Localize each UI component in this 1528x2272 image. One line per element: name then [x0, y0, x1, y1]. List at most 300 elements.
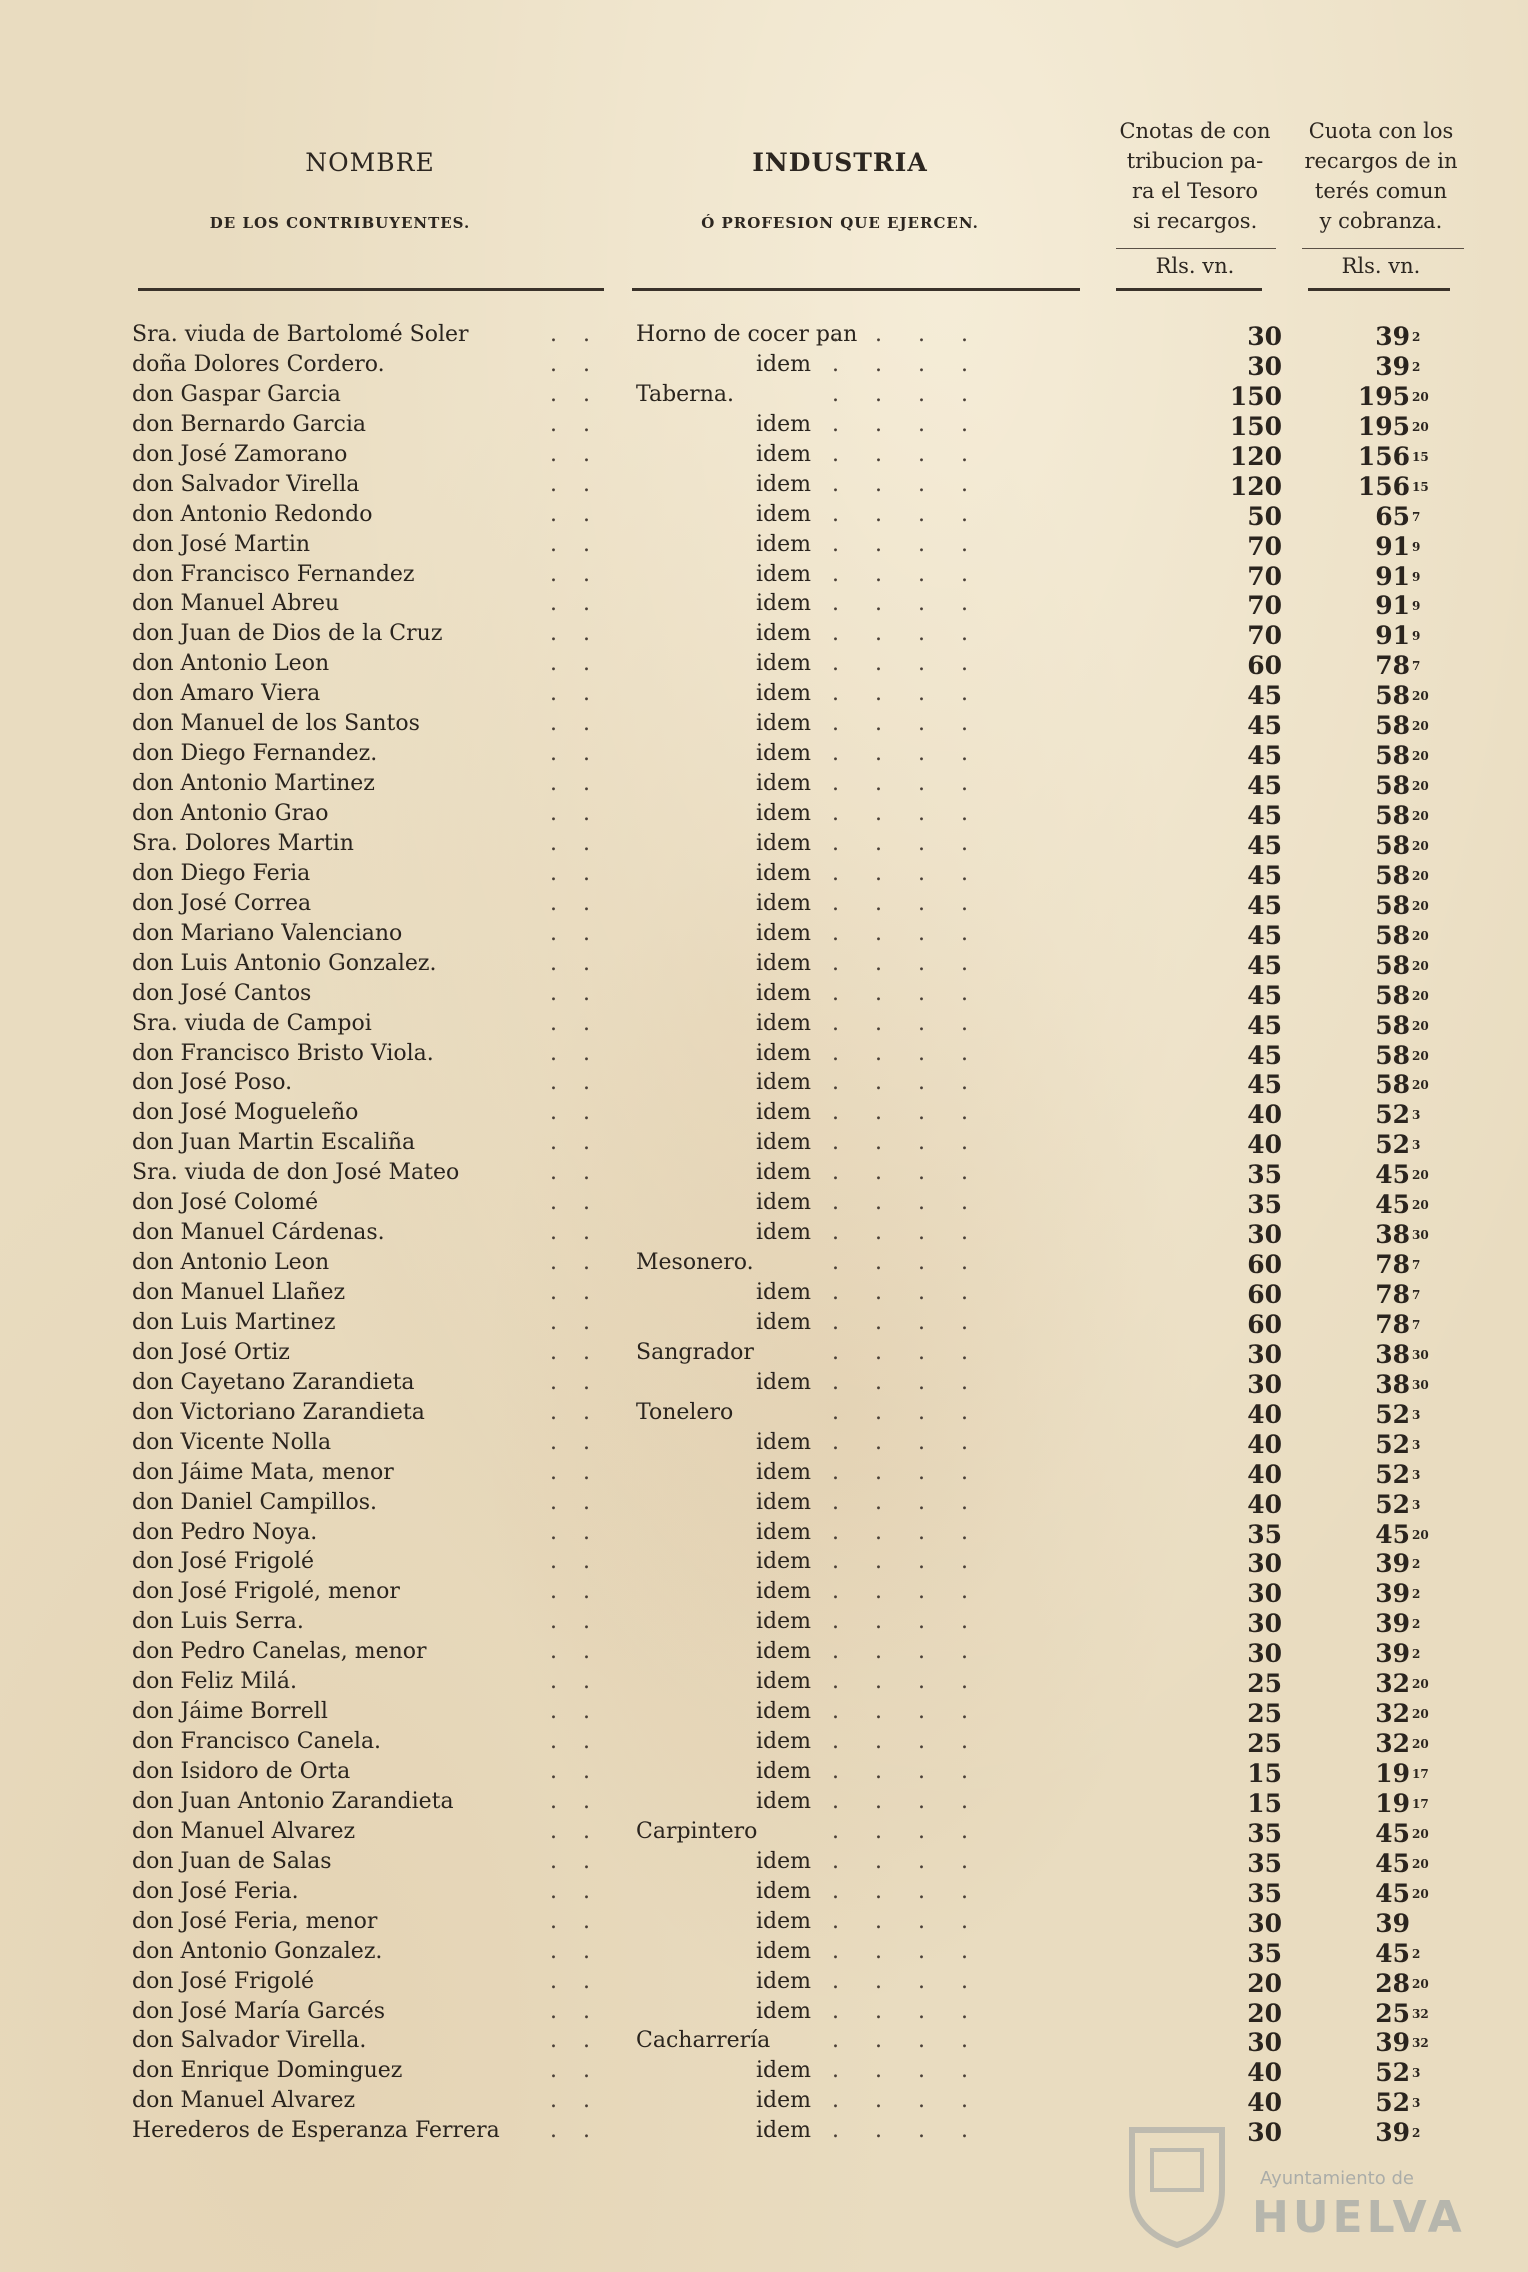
occupation: Carpintero	[636, 1818, 758, 1844]
leader-dots: ....	[832, 531, 1004, 557]
occupation: idem	[756, 1070, 811, 1096]
contributor-name: don Jáime Mata, menor	[132, 1459, 394, 1485]
quota-surcharge-value	[1375, 1100, 1428, 1129]
quota-surcharge-value	[1375, 921, 1428, 950]
quota-surcharge-reales: 19	[1375, 1788, 1410, 1818]
quota-surcharge-value	[1375, 681, 1428, 710]
quota-surcharge-cents: 7	[1412, 1317, 1421, 1332]
quota-surcharge-reales: 52	[1375, 1399, 1410, 1429]
quota-surcharge-value	[1375, 1879, 1428, 1908]
quota-surcharge-value	[1358, 412, 1428, 441]
contributor-name: don José Martin	[132, 531, 311, 557]
header-quota-surcharge: Cuota con los recargos de in terés comun y cobranza.	[1304, 119, 1458, 233]
leader-dots: ....	[832, 830, 1004, 856]
leader-dots: ..	[550, 1429, 616, 1455]
quota-surcharge-cents: 7	[1412, 509, 1421, 524]
leader-dots: ....	[832, 711, 1004, 737]
quota-surcharge-reales: 45	[1375, 1818, 1410, 1848]
table-row	[0, 1460, 1528, 1490]
quota-surcharge-cents: 9	[1412, 569, 1421, 584]
quota-treasury-value: 30	[1247, 1339, 1282, 1369]
table-row	[0, 1909, 1528, 1939]
quota-surcharge-value	[1375, 502, 1428, 531]
quota-surcharge-reales: 52	[1375, 2088, 1410, 2118]
quota-surcharge-value	[1375, 1699, 1428, 1728]
table-row	[0, 352, 1528, 382]
contributor-name: don Antonio Grao	[132, 801, 329, 826]
quota-surcharge-value	[1375, 591, 1428, 620]
quota-surcharge-reales: 45	[1375, 1878, 1410, 1908]
leader-dots: ..	[550, 411, 616, 437]
leader-dots: ....	[832, 681, 1004, 707]
leader-dots: ....	[832, 381, 1004, 407]
quota-treasury-value: 70	[1247, 621, 1282, 651]
leader-dots: ..	[550, 980, 616, 1006]
leader-dots: ....	[832, 2058, 1004, 2084]
contributor-name: don Manuel Alvarez	[132, 2088, 356, 2114]
quota-surcharge-cents: 3	[1412, 2066, 1421, 2081]
quota-surcharge-value	[1375, 1969, 1428, 1998]
leader-dots: ..	[550, 1699, 616, 1725]
quota-surcharge-reales: 91	[1375, 531, 1410, 561]
table-row	[0, 1400, 1528, 1430]
table-row	[0, 1819, 1528, 1849]
quota-treasury-value: 120	[1229, 441, 1282, 471]
contributor-name: don Mariano Valenciano	[132, 920, 403, 946]
quota-treasury-value: 25	[1247, 1669, 1282, 1699]
quota-treasury-value: 45	[1247, 890, 1282, 920]
occupation: idem	[756, 501, 811, 527]
leader-dots: ....	[832, 441, 1004, 467]
table-row	[0, 1699, 1528, 1729]
leader-dots: ..	[550, 1998, 616, 2024]
quota-treasury-value: 45	[1247, 711, 1282, 741]
quota-surcharge-reales: 195	[1357, 411, 1410, 441]
header-rule-name	[138, 288, 604, 291]
occupation: idem	[756, 441, 811, 467]
occupation: idem	[756, 1549, 811, 1575]
quota-surcharge-value	[1375, 1400, 1428, 1429]
leader-dots: ..	[550, 1309, 616, 1335]
occupation: idem	[756, 950, 811, 976]
leader-dots: ....	[832, 1160, 1004, 1186]
leader-dots: ..	[550, 830, 616, 856]
contributor-name: don Daniel Campillos.	[132, 1489, 378, 1515]
quota-surcharge-reales: 58	[1375, 681, 1410, 711]
occupation: idem	[756, 561, 811, 587]
quota-surcharge-value	[1375, 711, 1428, 740]
table-row	[0, 1130, 1528, 1160]
quota-surcharge-cents: 3	[1412, 1407, 1421, 1422]
contributor-name: don Manuel Alvarez	[132, 1818, 356, 1844]
contributor-name: Herederos de Esperanza Ferrera	[132, 2118, 500, 2144]
contributor-name: Sra. Dolores Martin	[132, 830, 354, 856]
contributor-name: don Diego Feria	[132, 860, 311, 886]
quota-treasury-value: 30	[1247, 2028, 1282, 2058]
occupation: idem	[756, 830, 811, 856]
contributor-name: don José María Garcés	[132, 1998, 385, 2024]
table-row	[0, 2028, 1528, 2058]
header-unit-2: Rls. vn.	[1341, 254, 1421, 278]
occupation: idem	[756, 471, 811, 497]
leader-dots: ..	[550, 1788, 616, 1814]
quota-surcharge-value	[1375, 741, 1428, 770]
quota-surcharge-value	[1375, 1520, 1428, 1549]
quota-surcharge-value	[1375, 562, 1428, 591]
leader-dots: ..	[550, 801, 616, 826]
occupation: Horno de cocer pan	[636, 322, 858, 347]
leader-dots: ....	[832, 1399, 1004, 1425]
leader-dots: ....	[832, 1998, 1004, 2024]
contributor-name: don Feliz Milá.	[132, 1669, 297, 1695]
leader-dots: ..	[550, 1848, 616, 1874]
contributor-name: don Antonio Leon	[132, 651, 330, 677]
occupation: idem	[756, 681, 811, 707]
table-row	[0, 591, 1528, 621]
contributor-name: don José Ortiz	[132, 1339, 290, 1365]
leader-dots: ..	[550, 1639, 616, 1665]
quota-treasury-value: 50	[1247, 501, 1282, 531]
quota-surcharge-cents: 3	[1412, 1497, 1421, 1512]
quota-surcharge-cents: 20	[1412, 779, 1429, 794]
quota-surcharge-cents: 2	[1412, 1647, 1421, 1662]
header-unit-1: Rls. vn.	[1155, 254, 1235, 278]
quota-surcharge-cents: 20	[1412, 1826, 1429, 1841]
quota-surcharge-value	[1358, 382, 1428, 411]
occupation: idem	[756, 1459, 811, 1485]
contributor-name: don Luis Serra.	[132, 1609, 304, 1635]
occupation: idem	[756, 860, 811, 886]
leader-dots: ....	[832, 1100, 1004, 1126]
contributor-name: don José Cantos	[132, 980, 312, 1006]
quota-treasury-value: 45	[1247, 980, 1282, 1010]
leader-dots: ..	[550, 1339, 616, 1365]
table-row	[0, 1969, 1528, 1999]
quota-surcharge-reales: 39	[1375, 1579, 1410, 1609]
contributor-name: don José Colomé	[132, 1190, 319, 1216]
quota-surcharge-reales: 39	[1375, 351, 1410, 381]
leader-dots: ....	[832, 621, 1004, 647]
contributor-name: Sra. viuda de Bartolomé Soler	[132, 322, 469, 347]
contributor-name: don Cayetano Zarandieta	[132, 1369, 415, 1395]
quota-treasury-value: 45	[1247, 741, 1282, 771]
leader-dots: ..	[550, 1938, 616, 1964]
leader-dots: ..	[550, 501, 616, 527]
header-name: NOMBRE	[305, 148, 435, 177]
leader-dots: ..	[550, 1549, 616, 1575]
quota-surcharge-value	[1375, 1669, 1428, 1698]
quota-surcharge-cents: 15	[1412, 479, 1429, 494]
quota-treasury-value: 45	[1247, 950, 1282, 980]
contributor-name: don José Frigolé, menor	[132, 1579, 400, 1605]
quota-treasury-value: 150	[1229, 411, 1282, 441]
quota-surcharge-value	[1375, 1041, 1428, 1070]
quota-surcharge-value	[1358, 472, 1428, 501]
leader-dots: ..	[550, 681, 616, 707]
quota-treasury-value: 40	[1247, 1100, 1282, 1130]
quota-surcharge-reales: 65	[1375, 501, 1410, 531]
header-rule-industry	[632, 288, 1080, 291]
quota-surcharge-cents: 20	[1412, 838, 1429, 853]
quota-surcharge-cents: 32	[1412, 2006, 1429, 2021]
leader-dots: ..	[550, 531, 616, 557]
occupation: idem	[756, 1699, 811, 1725]
quota-surcharge-cents: 20	[1412, 928, 1429, 943]
quota-surcharge-value	[1375, 1849, 1428, 1878]
quota-surcharge-value	[1375, 1939, 1428, 1968]
occupation: idem	[756, 1788, 811, 1814]
quota-surcharge-cents: 3	[1412, 1108, 1421, 1123]
quota-surcharge-value	[1375, 651, 1428, 680]
quota-surcharge-reales: 58	[1375, 1010, 1410, 1040]
quota-surcharge-reales: 52	[1375, 1130, 1410, 1160]
occupation: idem	[756, 1040, 811, 1066]
occupation: idem	[756, 1908, 811, 1934]
occupation: idem	[756, 531, 811, 557]
quota-surcharge-value	[1375, 951, 1428, 980]
quota-surcharge-reales: 58	[1375, 801, 1410, 830]
quota-surcharge-cents: 20	[1412, 868, 1429, 883]
leader-dots: ....	[832, 890, 1004, 916]
leader-dots: ....	[832, 950, 1004, 976]
quota-surcharge-reales: 195	[1357, 381, 1410, 411]
quota-surcharge-cents: 17	[1412, 1796, 1429, 1811]
quota-surcharge-value	[1375, 1310, 1428, 1339]
occupation: idem	[756, 411, 811, 437]
contributor-name: don Antonio Redondo	[132, 501, 373, 527]
quota-treasury-value: 35	[1247, 1519, 1282, 1549]
leader-dots: ..	[550, 890, 616, 916]
quota-surcharge-cents: 30	[1412, 1228, 1429, 1243]
quota-treasury-value: 40	[1247, 1489, 1282, 1519]
table-row	[0, 1310, 1528, 1340]
contributor-name: don Salvador Virella.	[132, 2028, 367, 2054]
quota-treasury-value: 30	[1247, 1908, 1282, 1938]
quota-surcharge-reales: 45	[1375, 1519, 1410, 1549]
quota-surcharge-reales: 58	[1375, 920, 1410, 950]
occupation: idem	[756, 1010, 811, 1036]
leader-dots: ..	[550, 1070, 616, 1096]
quota-surcharge-value	[1375, 2028, 1428, 2057]
watermark-line2: HUELVA	[1252, 2192, 1466, 2243]
quota-treasury-value: 15	[1247, 1759, 1282, 1788]
quota-surcharge-cents: 20	[1412, 1048, 1429, 1063]
quota-surcharge-reales: 32	[1375, 1729, 1410, 1759]
contributor-name: doña Dolores Cordero.	[132, 351, 385, 377]
contributor-name: Sra. viuda de don José Mateo	[132, 1160, 460, 1186]
quota-surcharge-value	[1375, 1070, 1428, 1099]
quota-surcharge-reales: 45	[1375, 1938, 1410, 1968]
contributor-name: don José Feria, menor	[132, 1908, 378, 1934]
quota-surcharge-reales: 156	[1357, 471, 1410, 501]
quota-treasury-value: 30	[1247, 1579, 1282, 1609]
leader-dots: ..	[550, 1878, 616, 1904]
table-row	[0, 1190, 1528, 1220]
leader-dots: ....	[832, 1968, 1004, 1994]
occupation: idem	[756, 1729, 811, 1755]
leader-dots: ..	[550, 1040, 616, 1066]
contributor-name: don Francisco Canela.	[132, 1729, 382, 1755]
leader-dots: ....	[832, 651, 1004, 677]
quota-surcharge-cents: 3	[1412, 2096, 1421, 2111]
leader-dots: ....	[832, 1848, 1004, 1874]
quota-surcharge-reales: 91	[1375, 591, 1410, 621]
header-industry: INDUSTRIA	[752, 148, 928, 177]
leader-dots: ....	[832, 2088, 1004, 2114]
quota-surcharge-value	[1375, 1609, 1428, 1638]
occupation: idem	[756, 1848, 811, 1874]
leader-dots: ....	[832, 1699, 1004, 1725]
contributor-name: don Antonio Gonzalez.	[132, 1938, 383, 1964]
occupation: idem	[756, 1369, 811, 1395]
leader-dots: ....	[832, 1818, 1004, 1844]
quota-surcharge-value	[1375, 771, 1428, 800]
leader-dots: ..	[550, 1489, 616, 1515]
occupation: Sangrador	[636, 1339, 754, 1365]
quota-surcharge-cents: 20	[1412, 1856, 1429, 1871]
table-row	[0, 711, 1528, 741]
occupation: idem	[756, 1130, 811, 1156]
contributor-name: don José Mogueleño	[132, 1100, 359, 1126]
quota-surcharge-reales: 45	[1375, 1848, 1410, 1878]
quota-treasury-value: 40	[1247, 1429, 1282, 1459]
quota-surcharge-cents: 20	[1412, 809, 1429, 823]
leader-dots: ..	[550, 950, 616, 976]
quota-surcharge-cents: 9	[1412, 599, 1421, 614]
occupation: idem	[756, 771, 811, 797]
quota-surcharge-cents: 2	[1412, 1617, 1421, 1632]
leader-dots: ..	[550, 1459, 616, 1485]
leader-dots: ..	[550, 1250, 616, 1276]
quota-surcharge-reales: 28	[1375, 1968, 1410, 1998]
table-row	[0, 1340, 1528, 1370]
quota-treasury-value: 40	[1247, 1399, 1282, 1429]
leader-dots: ....	[832, 1759, 1004, 1784]
quota-surcharge-reales: 58	[1375, 771, 1410, 801]
occupation: Taberna.	[636, 381, 734, 407]
quota-surcharge-cents: 3	[1412, 1437, 1421, 1452]
quota-surcharge-cents: 7	[1412, 1288, 1421, 1302]
quota-surcharge-reales: 91	[1375, 621, 1410, 651]
quota-surcharge-cents: 30	[1412, 1377, 1429, 1392]
leader-dots: ....	[832, 1190, 1004, 1216]
table-row	[0, 1100, 1528, 1130]
leader-dots: ..	[550, 1220, 616, 1246]
quota-treasury-value: 70	[1247, 561, 1282, 591]
contributor-name: don Francisco Bristo Viola.	[132, 1040, 434, 1066]
quota-treasury-value: 30	[1247, 2118, 1282, 2148]
quota-surcharge-reales: 58	[1375, 830, 1410, 860]
quota-surcharge-value	[1375, 1819, 1428, 1848]
quota-surcharge-cents: 20	[1412, 1018, 1429, 1033]
quota-surcharge-value	[1375, 1280, 1428, 1309]
quota-treasury-value: 60	[1247, 651, 1282, 681]
leader-dots: ....	[832, 1309, 1004, 1335]
occupation: idem	[756, 1220, 811, 1246]
table-row	[0, 651, 1528, 681]
occupation: idem	[756, 890, 811, 916]
leader-dots: ....	[832, 501, 1004, 527]
contributor-name: don Amaro Viera	[132, 681, 321, 707]
leader-dots: ..	[550, 651, 616, 677]
contributor-name: don Victoriano Zarandieta	[132, 1399, 425, 1425]
leader-dots: ....	[832, 1010, 1004, 1036]
quota-surcharge-cents: 30	[1412, 1347, 1429, 1362]
quota-surcharge-value	[1375, 1579, 1428, 1608]
table-row	[0, 951, 1528, 981]
quota-treasury-value: 35	[1247, 1160, 1282, 1190]
occupation: idem	[756, 651, 811, 677]
quota-surcharge-cents: 32	[1412, 2036, 1429, 2051]
leader-dots: ....	[832, 980, 1004, 1006]
leader-dots: ....	[832, 1878, 1004, 1904]
quota-surcharge-reales: 78	[1375, 1309, 1410, 1339]
occupation: idem	[756, 920, 811, 946]
table-row	[0, 1639, 1528, 1669]
quota-surcharge-value	[1375, 1011, 1428, 1040]
quota-treasury-value: 25	[1247, 1699, 1282, 1729]
contributor-name: don Salvador Virella	[132, 471, 360, 497]
quota-surcharge-cents: 15	[1412, 449, 1429, 464]
table-row	[0, 1250, 1528, 1280]
leader-dots: ....	[832, 741, 1004, 767]
quota-surcharge-value	[1375, 1250, 1428, 1279]
header-rule-quota1	[1116, 288, 1262, 291]
occupation: idem	[756, 1579, 811, 1605]
occupation: idem	[756, 1160, 811, 1186]
quota-surcharge-value	[1375, 1789, 1428, 1818]
quota-surcharge-reales: 38	[1375, 1369, 1410, 1399]
leader-dots: ....	[832, 1070, 1004, 1096]
quota-surcharge-cents: 2	[1412, 359, 1421, 374]
quota-surcharge-value	[1375, 1430, 1428, 1459]
contributor-name: don Antonio Martinez	[132, 771, 375, 797]
table-row	[0, 1669, 1528, 1699]
occupation: idem	[756, 1968, 811, 1994]
leader-dots: ....	[832, 1489, 1004, 1515]
quota-surcharge-reales: 52	[1375, 2058, 1410, 2088]
quota-surcharge-reales: 58	[1375, 741, 1410, 771]
leader-dots: ..	[550, 381, 616, 407]
quota-surcharge-reales: 39	[1375, 1549, 1410, 1579]
quota-surcharge-reales: 32	[1375, 1669, 1410, 1699]
table-row	[0, 1041, 1528, 1071]
table-row	[0, 412, 1528, 442]
leader-dots: ....	[832, 1639, 1004, 1665]
contributor-name: don Juan de Salas	[132, 1848, 332, 1874]
quota-treasury-value: 70	[1247, 591, 1282, 621]
table-row	[0, 1849, 1528, 1879]
leader-dots: ..	[550, 1190, 616, 1216]
quota-surcharge-cents: 20	[1412, 389, 1429, 404]
leader-dots: ....	[832, 1429, 1004, 1455]
contributor-name: Sra. viuda de Campoi	[132, 1010, 372, 1036]
contributor-name: don Juan de Dios de la Cruz	[132, 621, 443, 647]
leader-dots: ..	[550, 1010, 616, 1036]
contributor-name: don Antonio Leon	[132, 1250, 330, 1276]
contributor-name: don Gaspar Garcia	[132, 381, 341, 407]
leader-dots: ..	[550, 1609, 616, 1635]
contributor-name: don Francisco Fernandez	[132, 561, 415, 587]
quota-surcharge-reales: 78	[1375, 1250, 1410, 1280]
quota-surcharge-value	[1375, 352, 1428, 381]
quota-surcharge-reales: 58	[1375, 890, 1410, 920]
occupation: idem	[756, 1190, 811, 1216]
quota-surcharge-cents: 20	[1412, 898, 1429, 913]
occupation: idem	[756, 1309, 811, 1335]
quota-surcharge-cents: 20	[1412, 1707, 1429, 1722]
occupation: idem	[756, 1519, 811, 1545]
